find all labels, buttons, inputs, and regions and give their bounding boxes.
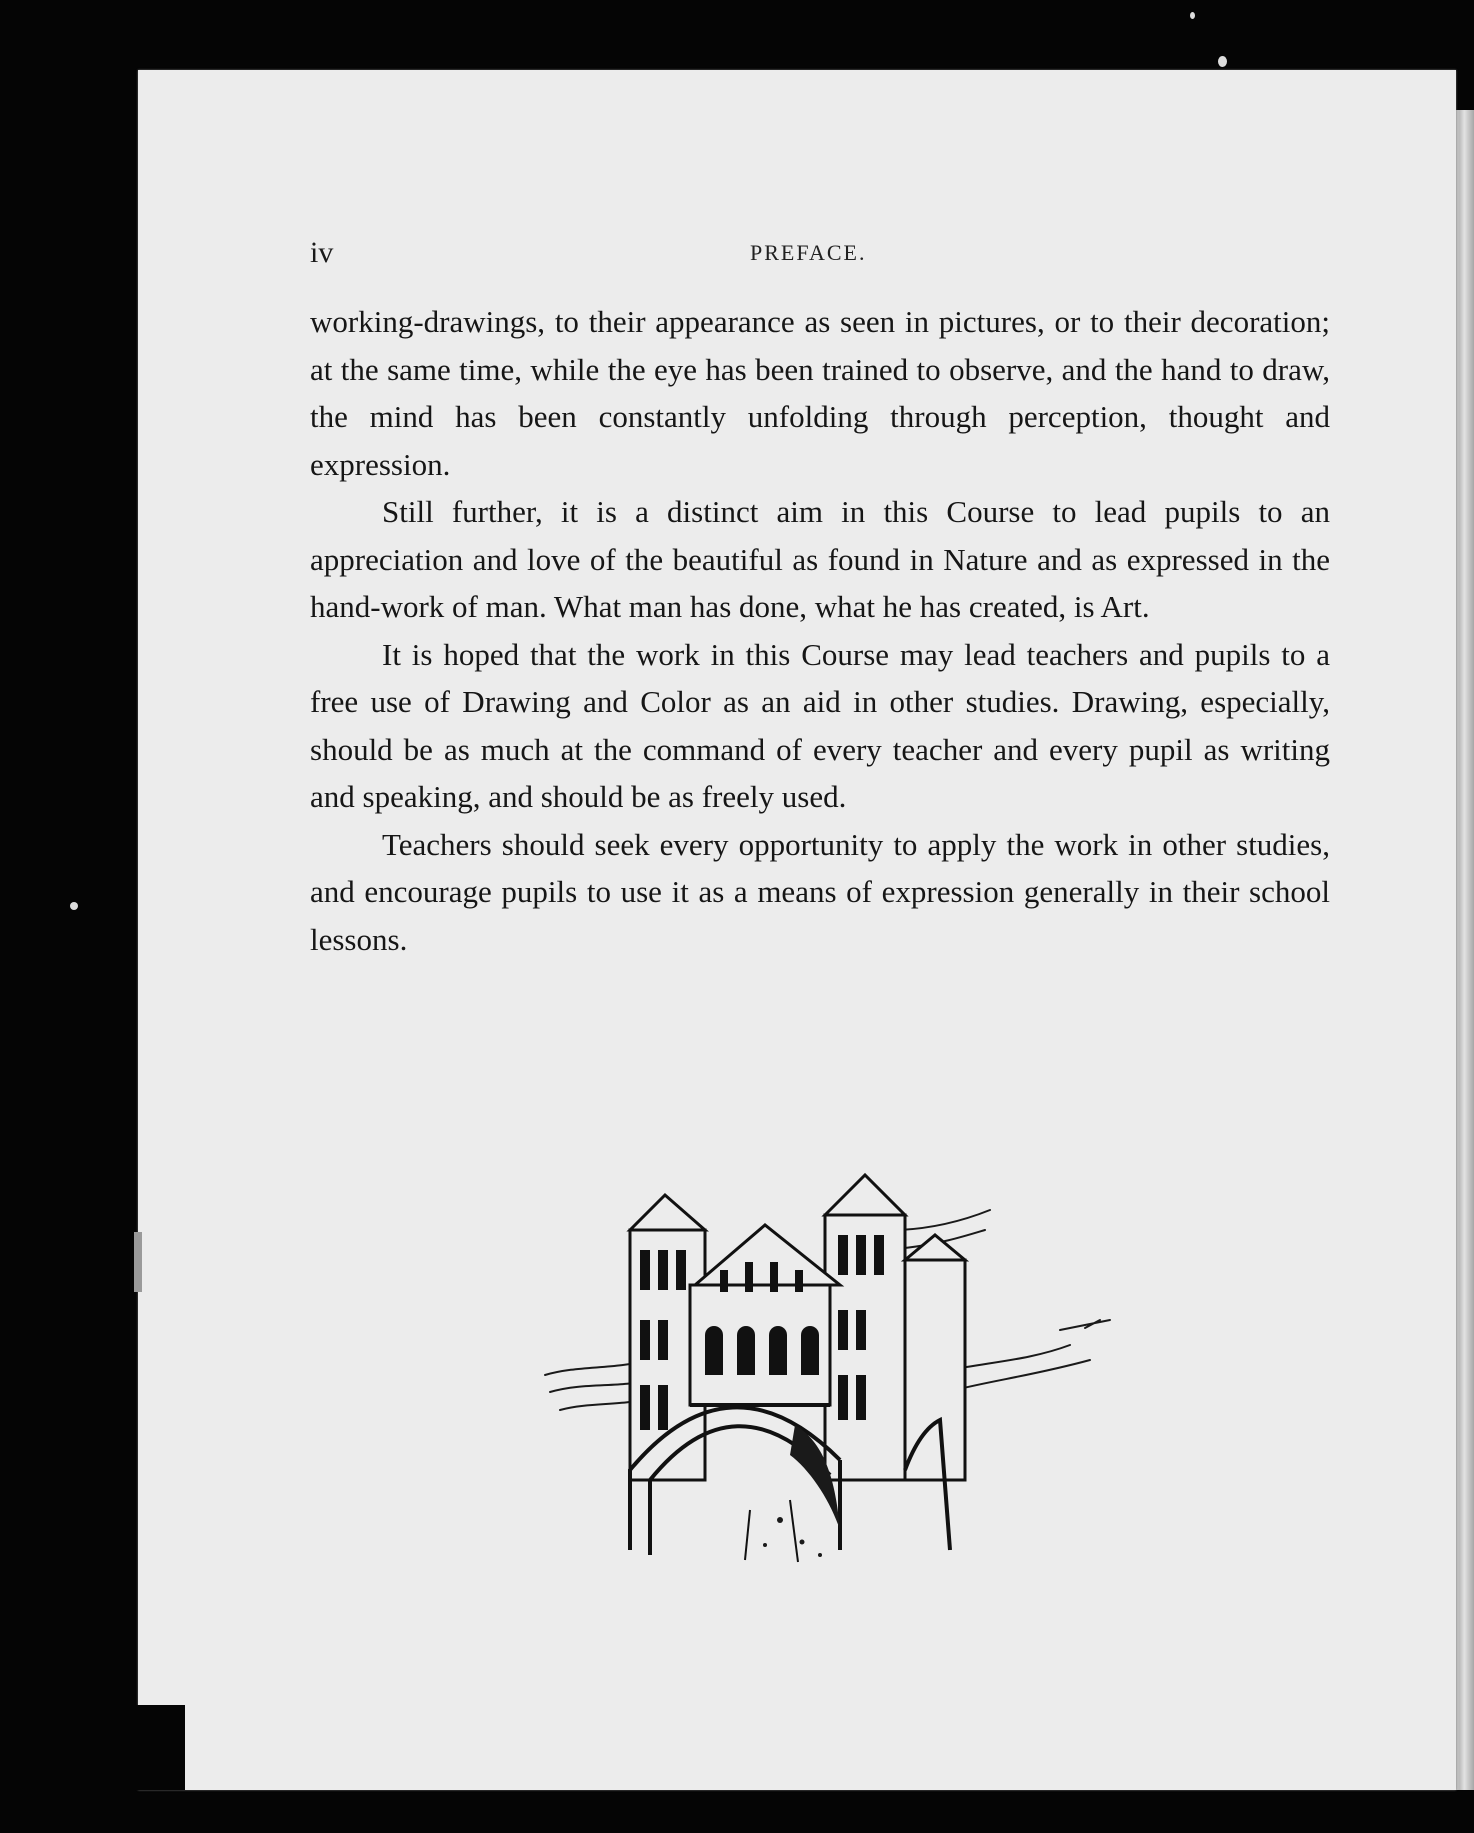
paragraph-continuation: working-drawings, to their appearance as seen in pictures, or to their decoration; at the same time, while the eye has been trained to observe, and the hand to draw, the mind has been constantly unfolding through perception, thought and expression.: [310, 304, 1330, 482]
scan-border-notch: [95, 1705, 185, 1790]
paragraph-aim: Still further, it is a distinct aim in this Course to lead pupils to an appreciation and love of the beautiful as found in Nature and as expressed in the hand-work of man. What man has done, what he has created, is Art.: [310, 494, 1330, 624]
paragraph-hope: It is hoped that the work in this Course may lead teachers and pupils to a free use of Drawing and Color as an aid in other studies. Drawing, especially, should be as much at the command of every teacher and every pupil as writing and speaking, and should be as freely used.: [310, 636, 1330, 814]
scan-clip-shadow: [106, 1225, 136, 1345]
running-head: PREFACE.: [750, 240, 867, 265]
paragraph-teachers: Teachers should seek every opportunity to apply the work in other studies, and encourage pupils to use it as a means of expression generally in their school lessons.: [310, 826, 1330, 957]
dust-speck: [70, 902, 78, 910]
page-header: [310, 236, 1330, 276]
bridge-building-engraving-icon: [540, 1170, 1120, 1570]
scan-clip-mark: [134, 1232, 142, 1292]
dust-speck: [1190, 12, 1195, 19]
preface-body: [310, 298, 1330, 963]
page-number: iv: [310, 236, 334, 269]
dust-speck: [1218, 56, 1227, 67]
